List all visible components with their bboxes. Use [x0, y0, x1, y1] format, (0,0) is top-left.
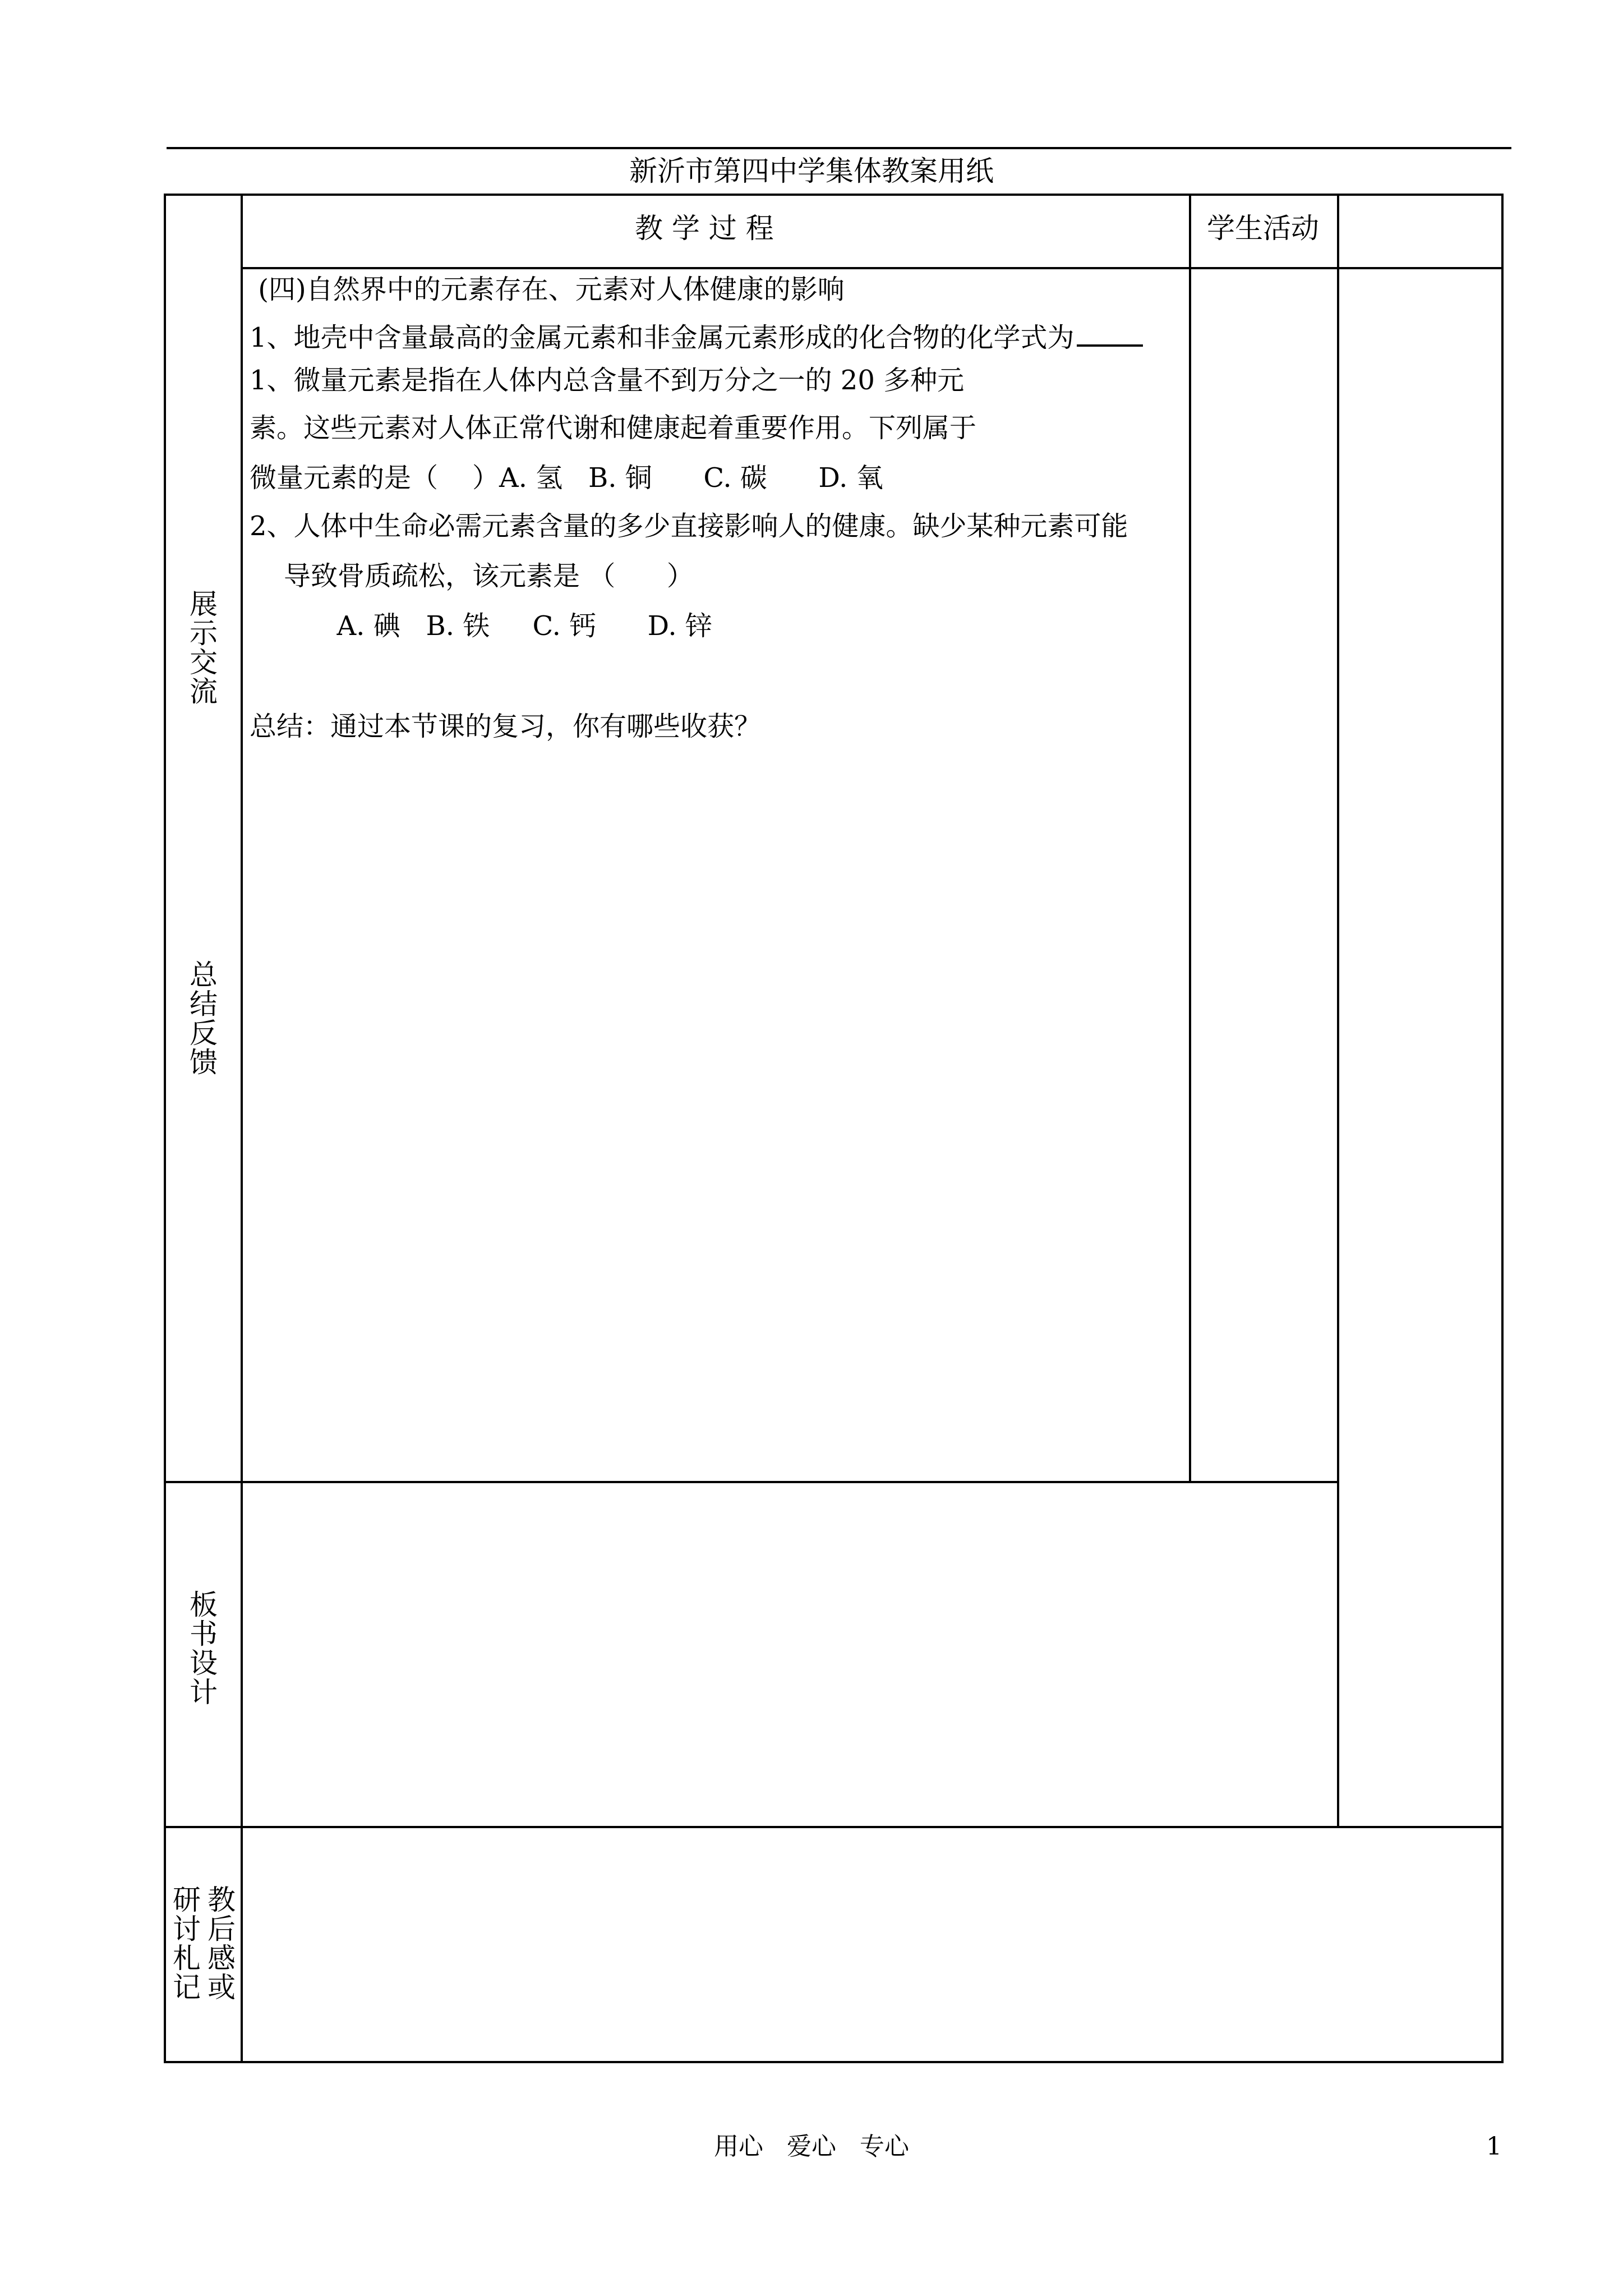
table-header-divider	[241, 267, 1504, 269]
content-line-6: 2、人体中生命必需元素含量的多少直接影响人的健康。缺少某种元素可能	[250, 510, 1128, 542]
header-rule	[167, 147, 1511, 149]
table-top-border	[164, 194, 1504, 196]
section-label-display: 展 示 交 流	[190, 588, 218, 708]
table-process-bottom	[164, 1481, 1339, 1483]
table-bottom-border	[164, 2061, 1504, 2063]
section-label-reflection-left: 研 讨 札 记	[173, 1884, 201, 2004]
content-line-4: 素。这些元素对人体正常代谢和健康起着重要作用。下列属于	[250, 412, 977, 444]
page-title: 新沂市第四中学集体教案用纸	[629, 155, 994, 187]
content-line-2-text: 1、地壳中含量最高的金属元素和非金属元素形成的化合物的化学式为	[250, 322, 1075, 353]
content-line-9: 总结：通过本节课的复习，你有哪些收获？	[250, 711, 762, 742]
table-board-bottom	[164, 1826, 1504, 1828]
page-number: 1	[1486, 2132, 1502, 2161]
content-line-8: A. 碘 B. 铁 C. 钙 D. 锌	[320, 610, 712, 642]
table-left-border	[164, 194, 166, 2063]
column-header-process: 教 学 过 程	[635, 212, 774, 245]
table-process-divider	[1189, 194, 1191, 1483]
section-label-reflection-right: 教 后 感 或	[208, 1884, 236, 2004]
content-line-3: 1、微量元素是指在人体内总含量不到万分之一的 20 多种元	[250, 365, 965, 396]
table-right-border	[1501, 194, 1504, 2063]
section-label-summary: 总 结 反 馈	[190, 959, 218, 1079]
footer-motto: 用心 爱心 专心	[714, 2132, 909, 2161]
table-label-divider	[241, 194, 243, 2063]
content-line-1: (四)自然界中的元素存在、元素对人体健康的影响	[250, 274, 845, 305]
section-label-board-design: 板 书 设 计	[190, 1589, 218, 1709]
content-line-7: 导致骨质疏松，该元素是 （ ）	[250, 560, 694, 592]
content-line-2	[250, 318, 1143, 355]
content-line-5: 微量元素的是（ ）A. 氢 B. 铜 C. 碳 D. 氧	[250, 462, 883, 494]
column-header-student-activity: 学生活动	[1207, 212, 1319, 245]
table-student-divider	[1337, 194, 1339, 1828]
answer-blank	[1077, 318, 1143, 347]
